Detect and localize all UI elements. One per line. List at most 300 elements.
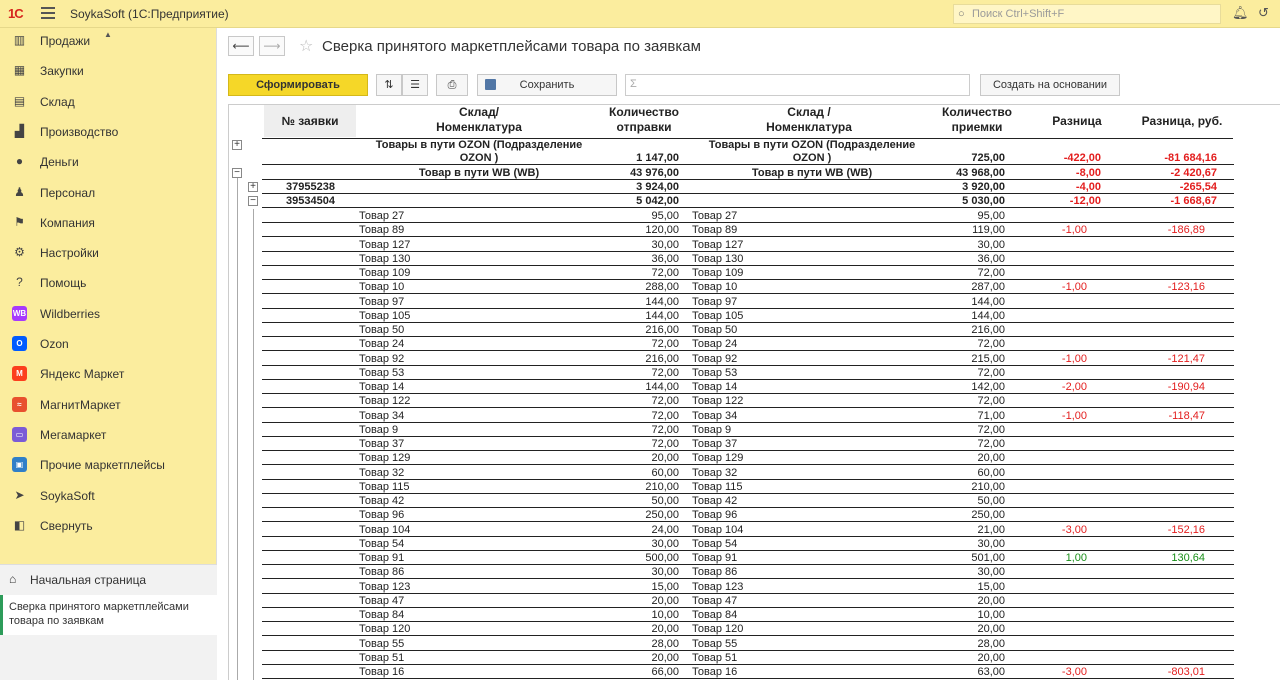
item-name-recv: Товар 24: [692, 338, 738, 351]
sidebar-item[interactable]: [0, 87, 217, 117]
collapse-icon: ◧: [13, 517, 26, 532]
item-qty-sent: 10,00: [651, 609, 679, 621]
soykasoft-icon: ➤: [14, 487, 25, 502]
item-name-sent: Товар 127: [359, 238, 411, 251]
search-placeholder: Поиск Ctrl+Shift+F: [972, 8, 1065, 20]
collapse-icon[interactable]: −: [232, 168, 242, 178]
back-button[interactable]: ⟵: [228, 36, 254, 56]
item-name-sent: Товар 53: [359, 366, 405, 379]
item-name-recv: Товар 96: [692, 509, 738, 522]
item-qty-recv: 30,00: [977, 566, 1005, 579]
item-qty-recv: 20,00: [977, 623, 1005, 636]
item-name-sent: Товар 97: [359, 295, 405, 308]
item-qty-sent: 66,00: [651, 666, 679, 678]
sidebar-item[interactable]: [0, 28, 217, 56]
item-name-recv: Товар 53: [692, 366, 738, 379]
item-name-recv: Товар 105: [692, 309, 744, 322]
item-qty-recv: 287,00: [971, 281, 1005, 294]
item-diff: -1,00: [1061, 409, 1087, 422]
home-icon: ⌂: [9, 572, 17, 586]
sidebar-item[interactable]: [0, 359, 217, 389]
item-name-sent: Товар 109: [359, 267, 411, 279]
item-row[interactable]: [229, 580, 1280, 594]
item-name-sent: Товар 105: [359, 309, 411, 322]
item-row[interactable]: [229, 523, 1280, 537]
sidebar-item[interactable]: [0, 299, 217, 329]
item-name-sent: Товар 54: [359, 537, 405, 550]
order-qty-sent: 3 924,00: [636, 181, 679, 193]
item-qty-sent: 216,00: [645, 324, 679, 336]
item-qty-recv: 501,00: [971, 552, 1005, 564]
item-qty-recv: 10,00: [977, 609, 1005, 621]
item-diff: -2,00: [1061, 381, 1087, 393]
order-diff-rub: -265,54: [1179, 181, 1217, 193]
sales-icon: ▥: [13, 33, 26, 47]
item-qty-recv: 210,00: [971, 480, 1005, 493]
item-name-recv: Товар 47: [692, 594, 738, 607]
save-label: Сохранить: [519, 79, 575, 91]
item-name-recv: Товар 122: [692, 395, 744, 408]
item-qty-sent: 144,00: [645, 295, 679, 308]
item-qty-recv: 144,00: [971, 309, 1005, 322]
expand-icon[interactable]: +: [248, 182, 258, 192]
item-qty-sent: 72,00: [651, 267, 679, 279]
item-qty-sent: 30,00: [651, 238, 679, 251]
item-qty-sent: 20,00: [651, 594, 679, 607]
sidebar-item[interactable]: [0, 238, 217, 268]
item-name-recv: Товар 55: [692, 637, 738, 650]
1c-logo: 1С: [8, 6, 23, 21]
item-name-recv: Товар 92: [692, 352, 738, 365]
create-based-on-button[interactable]: Создать на основании: [980, 74, 1120, 96]
group-qty-sent: 1 147,00: [636, 152, 679, 164]
sidebar-item[interactable]: [0, 268, 217, 298]
expand-icon[interactable]: +: [232, 140, 242, 150]
sidebar-item-label: Прочие маркетплейсы: [40, 458, 165, 473]
item-name-sent: Товар 84: [359, 609, 405, 621]
item-row[interactable]: [229, 409, 1280, 423]
item-name-recv: Товар 97: [692, 295, 738, 308]
item-row[interactable]: [229, 209, 1280, 223]
group-warehouse-sent: Товар в пути WB (WB): [418, 167, 540, 179]
item-row[interactable]: [229, 366, 1280, 380]
item-name-sent: Товар 32: [359, 466, 405, 479]
item-qty-sent: 250,00: [645, 509, 679, 522]
item-qty-sent: 72,00: [651, 409, 679, 422]
item-name-sent: Товар 91: [359, 552, 405, 564]
sidebar-item[interactable]: [0, 420, 217, 450]
group-settings-icon[interactable]: ☰: [402, 74, 428, 96]
sum-field[interactable]: Σ: [625, 74, 970, 96]
item-row[interactable]: [229, 352, 1280, 366]
item-row[interactable]: [229, 266, 1280, 280]
item-row[interactable]: [229, 551, 1280, 565]
flag-icon: ⚑: [14, 214, 25, 229]
item-qty-sent: 50,00: [651, 495, 679, 507]
sidebar-bottom: [0, 564, 217, 680]
item-name-recv: Товар 14: [692, 381, 738, 393]
item-row[interactable]: [229, 508, 1280, 522]
item-name-recv: Товар 16: [692, 666, 738, 678]
sidebar-item-label: Производство: [40, 124, 119, 139]
top-bar: [0, 0, 1280, 28]
item-qty-recv: 72,00: [977, 338, 1005, 351]
header-diff: Разница: [1052, 114, 1102, 128]
item-row[interactable]: [229, 280, 1280, 294]
item-qty-recv: 216,00: [971, 324, 1005, 336]
item-diff: -3,00: [1061, 666, 1087, 678]
item-name-recv: Товар 120: [692, 623, 744, 636]
item-row[interactable]: [229, 637, 1280, 651]
item-name-recv: Товар 9: [692, 423, 732, 436]
production-icon: ▟: [14, 123, 25, 138]
item-qty-sent: 95,00: [651, 210, 679, 222]
item-row[interactable]: [229, 466, 1280, 480]
sidebar-item-label: Свернуть: [40, 518, 93, 533]
item-row[interactable]: [229, 252, 1280, 266]
item-qty-sent: 20,00: [651, 623, 679, 636]
item-qty-recv: 20,00: [977, 452, 1005, 465]
sidebar-item[interactable]: [0, 329, 217, 359]
item-row[interactable]: [229, 651, 1280, 665]
item-diff-rub: -121,47: [1167, 352, 1205, 365]
item-qty-sent: 72,00: [651, 338, 679, 351]
sidebar-item-label: Яндекс Маркет: [40, 367, 125, 382]
item-qty-sent: 28,00: [651, 637, 679, 650]
item-qty-sent: 30,00: [651, 566, 679, 579]
item-name-sent: Товар 96: [359, 509, 405, 522]
item-name-recv: Товар 37: [692, 438, 738, 450]
item-name-sent: Товар 123: [359, 580, 411, 593]
item-row[interactable]: [229, 594, 1280, 608]
group-warehouse-recv: Товар в пути WB (WB): [751, 167, 873, 179]
item-row[interactable]: [229, 537, 1280, 551]
item-qty-sent: 144,00: [645, 381, 679, 393]
generate-button[interactable]: Сформировать: [228, 74, 368, 96]
item-name-recv: Товар 109: [692, 267, 744, 279]
item-name-sent: Товар 34: [359, 409, 405, 422]
item-diff-rub: -186,89: [1167, 224, 1205, 237]
item-diff-rub: -152,16: [1167, 523, 1205, 536]
item-qty-recv: 50,00: [977, 495, 1005, 507]
item-diff: -1,00: [1061, 224, 1087, 237]
order-qty-recv: 5 030,00: [962, 195, 1005, 208]
forward-button[interactable]: ⟶: [259, 36, 285, 56]
item-qty-sent: 120,00: [645, 224, 679, 237]
item-qty-recv: 119,00: [972, 224, 1005, 237]
sidebar-item-label: Компания: [40, 215, 95, 230]
item-name-recv: Товар 91: [692, 552, 738, 564]
sidebar-item-label: Деньги: [40, 155, 79, 170]
item-diff-rub: -190,94: [1167, 381, 1205, 393]
sidebar-item-label: Настройки: [40, 246, 99, 261]
item-qty-recv: 71,00: [977, 409, 1005, 422]
item-name-recv: Товар 130: [692, 252, 744, 265]
wildberries-icon: WB: [12, 306, 27, 321]
purchases-icon: ▦: [13, 63, 26, 78]
item-name-sent: Товар 47: [359, 594, 405, 607]
item-name-recv: Товар 104: [692, 523, 744, 536]
sidebar-item-label: Склад: [40, 94, 75, 109]
group-warehouse-sent: Товары в пути OZON (Подразделение OZON ): [375, 139, 583, 164]
group-warehouse-recv: Товары в пути OZON (Подразделение OZON ): [708, 139, 916, 164]
item-qty-sent: 500,00: [645, 552, 679, 564]
item-qty-sent: 72,00: [651, 438, 679, 450]
item-name-recv: Товар 50: [692, 324, 738, 336]
sidebar-item[interactable]: [0, 390, 217, 420]
search-input[interactable]: [953, 4, 1221, 24]
item-name-sent: Товар 9: [359, 423, 399, 436]
item-diff-rub: -123,16: [1167, 281, 1205, 294]
item-qty-recv: 63,00: [977, 666, 1005, 678]
item-qty-sent: 24,00: [651, 523, 679, 536]
item-name-sent: Товар 24: [359, 338, 405, 351]
item-diff: -1,00: [1061, 352, 1087, 365]
item-qty-sent: 20,00: [651, 452, 679, 465]
item-qty-recv: 215,00: [971, 352, 1005, 365]
item-qty-recv: 95,00: [977, 210, 1005, 222]
item-diff: -1,00: [1061, 281, 1087, 294]
item-row[interactable]: [229, 665, 1280, 679]
item-qty-sent: 36,00: [651, 252, 679, 265]
item-row[interactable]: [229, 622, 1280, 636]
report-table[interactable]: [228, 104, 1280, 680]
item-row[interactable]: [229, 309, 1280, 323]
item-diff-rub: 130,64: [1171, 552, 1205, 564]
app-title: SoykaSoft (1С:Предприятие): [70, 7, 229, 21]
header-qty-recv: Количество приемки: [942, 105, 1012, 134]
help-icon: ?: [16, 275, 23, 290]
item-qty-recv: 72,00: [977, 366, 1005, 379]
item-row[interactable]: [229, 437, 1280, 451]
group-diff: -422,00: [1063, 152, 1101, 164]
item-name-recv: Товар 115: [692, 480, 743, 493]
home-page-label: Начальная страница: [30, 573, 147, 587]
item-qty-recv: 28,00: [977, 637, 1005, 650]
item-row[interactable]: [229, 565, 1280, 579]
item-qty-recv: 21,00: [977, 523, 1005, 536]
item-qty-recv: 30,00: [977, 537, 1005, 550]
item-name-sent: Товар 14: [359, 381, 405, 393]
item-qty-recv: 72,00: [977, 423, 1005, 436]
header-qty-sent: Количество отправки: [609, 105, 679, 134]
item-name-sent: Товар 92: [359, 352, 405, 365]
staff-icon: ♟: [14, 184, 25, 199]
sidebar-item-label: Персонал: [40, 185, 96, 200]
item-row[interactable]: [229, 238, 1280, 252]
item-qty-sent: 288,00: [645, 281, 679, 294]
item-name-sent: Товар 122: [359, 395, 411, 408]
order-row[interactable]: [229, 180, 1280, 194]
warehouse-icon: ▤: [13, 93, 26, 108]
item-name-sent: Товар 89: [359, 224, 405, 237]
item-qty-sent: 20,00: [651, 651, 679, 664]
sidebar: [0, 28, 217, 680]
header-diff-rub: Разница, руб.: [1141, 114, 1223, 128]
item-name-sent: Товар 37: [359, 438, 405, 450]
sidebar-item-label: Мегамаркет: [40, 427, 107, 442]
header-order-no: № заявки: [281, 114, 339, 128]
sidebar-item-label: Закупки: [40, 64, 84, 79]
collapse-icon[interactable]: −: [248, 196, 258, 206]
main-area: [218, 28, 1280, 680]
item-row[interactable]: [229, 423, 1280, 437]
item-diff: 1,00: [1065, 552, 1087, 564]
item-row[interactable]: [229, 480, 1280, 494]
scroll-up-icon[interactable]: ▲: [104, 30, 112, 39]
megamarket-icon: ▭: [12, 427, 27, 442]
item-name-sent: Товар 10: [359, 281, 405, 294]
group-diff-rub: -81 684,16: [1164, 152, 1217, 164]
history-icon[interactable]: ↺: [1258, 5, 1269, 20]
header-warehouse-sent: Склад/ Номенклатура: [436, 105, 522, 134]
item-qty-sent: 72,00: [651, 423, 679, 436]
sidebar-item[interactable]: [0, 147, 217, 177]
menu-icon[interactable]: [41, 7, 55, 21]
item-name-recv: Товар 27: [692, 210, 738, 222]
group-diff: -8,00: [1075, 167, 1101, 179]
bell-icon[interactable]: 🔔︎: [1232, 5, 1249, 20]
item-qty-sent: 72,00: [651, 395, 679, 408]
other-marketplaces-icon: ▣: [12, 457, 27, 472]
item-qty-recv: 36,00: [977, 252, 1005, 265]
sidebar-item-label: SoykaSoft: [40, 488, 95, 503]
item-name-recv: Товар 123: [692, 580, 744, 593]
save-icon: [485, 79, 496, 90]
order-diff-rub: -1 668,67: [1170, 195, 1217, 208]
sidebar-item[interactable]: [0, 511, 217, 541]
item-name-sent: Товар 27: [359, 210, 405, 222]
item-name-recv: Товар 89: [692, 224, 738, 237]
save-button[interactable]: [477, 74, 617, 96]
item-qty-sent: 210,00: [645, 480, 679, 493]
item-qty-sent: 72,00: [651, 366, 679, 379]
item-name-sent: Товар 50: [359, 324, 405, 336]
magnit-market-icon: ≈: [12, 397, 27, 412]
page-title: Сверка принятого маркетплейсами товара по заявкам: [322, 38, 701, 55]
item-qty-recv: 250,00: [971, 509, 1005, 522]
item-name-recv: Товар 86: [692, 566, 738, 579]
item-row[interactable]: [229, 323, 1280, 337]
item-name-sent: Товар 51: [359, 651, 405, 664]
item-qty-sent: 30,00: [651, 537, 679, 550]
sidebar-sections: [0, 28, 217, 558]
item-diff-rub: -118,47: [1168, 409, 1205, 422]
item-row[interactable]: [229, 380, 1280, 394]
item-qty-recv: 72,00: [977, 267, 1005, 279]
item-row[interactable]: [229, 608, 1280, 622]
item-qty-recv: 144,00: [971, 295, 1005, 308]
item-qty-recv: 15,00: [977, 580, 1005, 593]
home-page-link[interactable]: [0, 567, 217, 593]
item-name-recv: Товар 127: [692, 238, 744, 251]
sidebar-item-label: Ozon: [40, 337, 69, 351]
order-qty-sent: 5 042,00: [636, 195, 679, 208]
search-icon: ○: [958, 8, 965, 20]
item-name-sent: Товар 130: [359, 252, 411, 265]
print-icon[interactable]: ⎙: [436, 74, 468, 96]
item-qty-sent: 15,00: [651, 580, 679, 593]
item-row[interactable]: [229, 223, 1280, 237]
item-name-sent: Товар 55: [359, 637, 405, 650]
sidebar-item[interactable]: [0, 450, 217, 480]
item-name-recv: Товар 51: [692, 651, 738, 664]
gear-icon: ⚙: [14, 245, 25, 260]
order-row[interactable]: [229, 194, 1280, 208]
order-qty-recv: 3 920,00: [962, 181, 1005, 193]
item-row[interactable]: [229, 451, 1280, 465]
item-row[interactable]: [229, 295, 1280, 309]
item-qty-recv: 142,00: [971, 381, 1005, 393]
item-name-sent: Товар 104: [359, 523, 411, 536]
item-name-recv: Товар 129: [692, 452, 744, 465]
sidebar-item-label: Продажи: [40, 34, 91, 48]
sidebar-item[interactable]: [0, 208, 217, 238]
item-name-recv: Товар 34: [692, 409, 738, 422]
group-qty-recv: 43 968,00: [956, 167, 1005, 179]
item-qty-recv: 20,00: [977, 651, 1005, 664]
item-row[interactable]: [229, 337, 1280, 351]
order-diff: -4,00: [1075, 181, 1101, 193]
item-name-recv: Товар 54: [692, 537, 738, 550]
sidebar-item-label: Помощь: [40, 276, 87, 291]
order-number: 39534504: [286, 195, 335, 208]
item-name-recv: Товар 42: [692, 495, 738, 507]
item-qty-recv: 72,00: [977, 438, 1005, 450]
item-row[interactable]: [229, 494, 1280, 508]
item-name-sent: Товар 42: [359, 495, 405, 507]
open-document-label: Сверка принятого маркетплейсами товара по заявкам: [9, 601, 189, 627]
item-name-sent: Товар 86: [359, 566, 405, 579]
item-name-sent: Товар 115: [359, 480, 410, 493]
item-qty-recv: 30,00: [977, 238, 1005, 251]
item-qty-recv: 72,00: [977, 395, 1005, 408]
item-qty-sent: 216,00: [645, 352, 679, 365]
item-qty-sent: 60,00: [651, 466, 679, 479]
sidebar-item[interactable]: [0, 481, 217, 511]
sidebar-item[interactable]: [0, 56, 217, 86]
item-name-sent: Товар 120: [359, 623, 411, 636]
money-icon: ●: [15, 154, 24, 169]
sidebar-item[interactable]: [0, 178, 217, 208]
sidebar-item-label: Wildberries: [40, 306, 101, 321]
item-name-recv: Товар 84: [692, 609, 738, 621]
group-qty-recv: 725,00: [971, 152, 1005, 164]
item-name-recv: Товар 10: [692, 281, 738, 294]
sidebar-item[interactable]: [0, 117, 217, 147]
favorite-star-icon[interactable]: ☆: [299, 38, 314, 55]
item-name-sent: Товар 129: [359, 452, 411, 465]
item-diff-rub: -803,01: [1167, 666, 1205, 678]
order-number: 37955238: [286, 181, 335, 193]
sort-settings-icon[interactable]: ⇅: [376, 74, 402, 96]
group-row[interactable]: [229, 139, 1280, 165]
item-qty-recv: 60,00: [977, 466, 1005, 479]
item-qty-sent: 144,00: [645, 309, 679, 322]
order-diff: -12,00: [1069, 195, 1101, 208]
group-diff-rub: -2 420,67: [1170, 167, 1217, 179]
group-row[interactable]: [229, 166, 1280, 180]
sidebar-item-label: МагнитМаркет: [40, 397, 121, 412]
item-name-sent: Товар 16: [359, 666, 405, 678]
item-qty-recv: 20,00: [977, 594, 1005, 607]
header-warehouse-recv: Склад / Номенклатура: [766, 105, 852, 134]
item-row[interactable]: [229, 394, 1280, 408]
yandex-market-icon: M: [12, 366, 27, 381]
open-document-tab[interactable]: [0, 595, 217, 635]
item-diff: -3,00: [1061, 523, 1087, 536]
group-qty-sent: 43 976,00: [630, 167, 679, 179]
